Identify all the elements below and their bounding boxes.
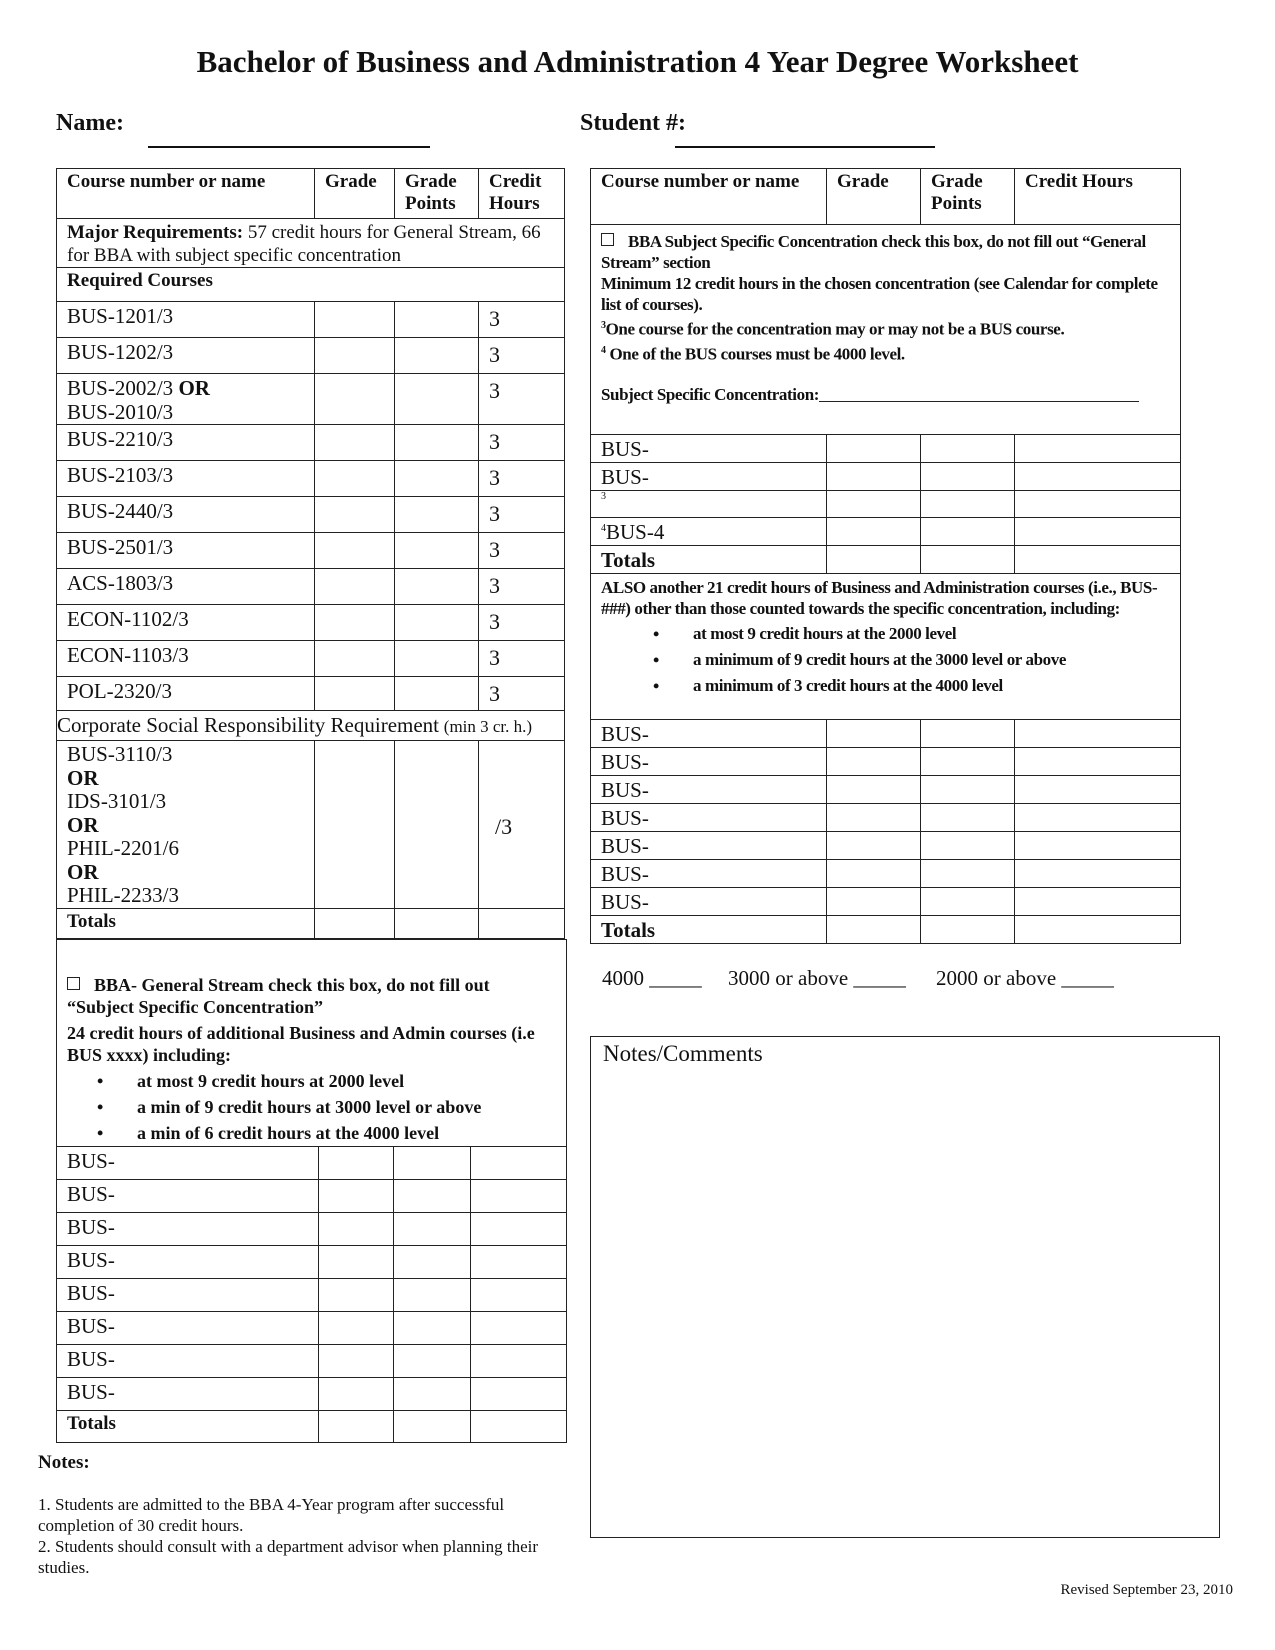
grade-cell[interactable] xyxy=(319,1246,394,1279)
grade-cell[interactable] xyxy=(319,1147,394,1180)
table-row xyxy=(591,518,1181,546)
table-row xyxy=(57,338,565,374)
course-name: BUS-2002/3 OR BUS-2010/3 xyxy=(57,374,315,425)
course-name: BUS- xyxy=(57,1180,319,1213)
grade-points-cell[interactable] xyxy=(921,888,1015,916)
table-row xyxy=(57,425,565,461)
grade-cell[interactable] xyxy=(827,804,921,832)
grade-points-cell[interactable] xyxy=(921,776,1015,804)
course-name: POL-2320/3 xyxy=(57,677,315,711)
required-courses-heading: Required Courses xyxy=(57,268,565,302)
table-row xyxy=(57,605,565,641)
concentration-name-field[interactable] xyxy=(819,401,1139,402)
credit-cell[interactable] xyxy=(471,1345,567,1378)
table-row xyxy=(57,1279,567,1312)
grade-points-cell[interactable] xyxy=(394,1378,471,1411)
grade-cell[interactable] xyxy=(315,461,395,497)
credit-cell[interactable] xyxy=(1015,860,1181,888)
credit-cell: 3 xyxy=(479,425,565,461)
table-row xyxy=(57,1246,567,1279)
credit-cell: /3 xyxy=(479,741,565,909)
grade-points-cell[interactable] xyxy=(395,338,479,374)
grade-points-cell[interactable] xyxy=(395,533,479,569)
credit-cell[interactable] xyxy=(1015,804,1181,832)
grade-points-cell[interactable] xyxy=(394,1345,471,1378)
totals-label: Totals xyxy=(591,916,827,944)
grade-cell[interactable] xyxy=(315,374,395,425)
credit-cell: 3 xyxy=(479,641,565,677)
credit-cell[interactable] xyxy=(471,1411,567,1443)
general-stream-bullets: • at most 9 credit hours at 2000 level • a min of 9 credit hours at 3000 level or above • a min of 6 credit hours at the 4000 level xyxy=(67,1068,560,1146)
notes-comments-label: Notes/Comments xyxy=(603,1041,763,1066)
course-name: BUS- xyxy=(57,1345,319,1378)
grade-points-cell[interactable] xyxy=(395,461,479,497)
credit-cell: 3 xyxy=(479,461,565,497)
col-credit-hours: Credit Hours xyxy=(479,169,565,219)
grade-points-cell[interactable] xyxy=(921,546,1015,574)
credit-cell[interactable] xyxy=(1015,463,1181,491)
credit-cell: 3 xyxy=(479,533,565,569)
grade-points-cell[interactable] xyxy=(395,425,479,461)
grade-cell[interactable] xyxy=(315,677,395,711)
course-name: BUS-2103/3 xyxy=(57,461,315,497)
course-name: BUS-1202/3 xyxy=(57,338,315,374)
grade-cell[interactable] xyxy=(827,518,921,546)
page-title: Bachelor of Business and Administration 4 Year Degree Worksheet xyxy=(196,44,1079,79)
credit-cell: 3 xyxy=(479,374,565,425)
grade-points-cell[interactable] xyxy=(394,1147,471,1180)
table-row xyxy=(591,832,1181,860)
course-name: BUS- xyxy=(591,804,827,832)
general-stream-checkbox[interactable] xyxy=(67,977,80,990)
table-row xyxy=(57,374,565,425)
credit-cell[interactable] xyxy=(471,1147,567,1180)
credit-cell: 3 xyxy=(479,677,565,711)
course-name: BUS- xyxy=(591,720,827,748)
grade-cell[interactable] xyxy=(319,1345,394,1378)
course-name: BUS- xyxy=(57,1147,319,1180)
grade-points-cell[interactable] xyxy=(395,677,479,711)
table-row xyxy=(57,677,565,711)
table-row xyxy=(57,533,565,569)
level-3000-tally[interactable]: 3000 or above _____ xyxy=(728,966,906,990)
grade-points-cell[interactable] xyxy=(394,1411,471,1443)
grade-points-cell[interactable] xyxy=(921,463,1015,491)
grade-cell[interactable] xyxy=(319,1279,394,1312)
table-row xyxy=(57,1312,567,1345)
course-name: BUS- xyxy=(57,1279,319,1312)
table-row xyxy=(57,641,565,677)
course-name: BUS- xyxy=(57,1213,319,1246)
grade-cell[interactable] xyxy=(827,463,921,491)
totals-label: Totals xyxy=(57,909,315,939)
grade-cell[interactable] xyxy=(827,776,921,804)
grade-points-cell[interactable] xyxy=(921,748,1015,776)
grade-points-cell[interactable] xyxy=(395,569,479,605)
general-stream-info: BBA- General Stream check this box, do not fill out “Subject Specific Concentration” 24 credit hours of additional Business and Admin courses (i.e BUS xxxx) including: • at most 9 credit hours at 2000 level • a min of 9 credit hours at 3000 level or above • a min of 6 credit hours at the 4000 level xyxy=(57,940,567,1147)
course-name: $^4$BUS-4 xyxy=(591,518,827,546)
grade-cell[interactable] xyxy=(827,435,921,463)
table-row xyxy=(591,748,1181,776)
grade-cell[interactable] xyxy=(315,425,395,461)
credit-cell[interactable] xyxy=(1015,748,1181,776)
grade-points-cell[interactable] xyxy=(395,741,479,909)
credit-cell[interactable] xyxy=(1015,916,1181,944)
grade-points-cell[interactable] xyxy=(921,860,1015,888)
col-grade-points: Grade Points xyxy=(395,169,479,219)
grade-points-cell[interactable] xyxy=(921,518,1015,546)
course-name: BUS- xyxy=(591,435,827,463)
revised-date: Revised September 23, 2010 xyxy=(1060,1582,1233,1598)
also-info: ALSO another 21 credit hours of Business and Administration courses (i.e., BUS-###) other than those counted towards the specific concentration, including: • at most 9 credit hours at the 2000 level • a minimum of 9 credit hours at the 3000 level or above • a minimum of 3 credit hours at the 4000 level xyxy=(591,574,1181,720)
credit-cell[interactable] xyxy=(471,1279,567,1312)
student-number-field[interactable] xyxy=(675,146,935,148)
table-row xyxy=(57,1213,567,1246)
note-item: 2. Students should consult with a department advisor when planning their studies. xyxy=(38,1537,539,1577)
table-row xyxy=(57,741,565,909)
credit-cell: 3 xyxy=(479,605,565,641)
grade-points-cell[interactable] xyxy=(394,1246,471,1279)
grade-points-cell[interactable] xyxy=(395,374,479,425)
course-name: BUS- xyxy=(57,1312,319,1345)
name-field[interactable] xyxy=(148,146,430,148)
grade-cell[interactable] xyxy=(319,1213,394,1246)
course-name: BUS- xyxy=(591,463,827,491)
credit-cell[interactable] xyxy=(471,1180,567,1213)
table-row xyxy=(57,1180,567,1213)
course-name: BUS- xyxy=(591,832,827,860)
table-row xyxy=(57,1378,567,1411)
grade-cell[interactable] xyxy=(315,641,395,677)
name-label: Name: xyxy=(56,110,124,136)
required-courses-table xyxy=(56,168,565,939)
credit-cell: 3 xyxy=(479,497,565,533)
credit-cell[interactable] xyxy=(1015,720,1181,748)
col-grade-points: Grade Points xyxy=(921,169,1015,225)
table-row xyxy=(591,888,1181,916)
notes-list xyxy=(38,1494,558,1578)
col-grade: Grade xyxy=(827,169,921,225)
table-row xyxy=(57,1147,567,1180)
major-requirements: Major Requirements: 57 credit hours for General Stream, 66 for BBA with subject specific concentration xyxy=(57,219,565,268)
level-4000-tally[interactable]: 4000 _____ xyxy=(602,966,702,990)
grade-cell[interactable] xyxy=(315,909,395,939)
also-bullets: • at most 9 credit hours at the 2000 level • a minimum of 9 credit hours at the 3000 level or above • a minimum of 3 credit hours at the 4000 level xyxy=(601,621,1174,699)
grade-cell[interactable] xyxy=(319,1411,394,1443)
table-row xyxy=(57,302,565,338)
course-name: ACS-1803/3 xyxy=(57,569,315,605)
grade-cell[interactable] xyxy=(827,748,921,776)
table-row xyxy=(591,804,1181,832)
credit-cell[interactable] xyxy=(471,1312,567,1345)
credit-cell[interactable] xyxy=(1015,832,1181,860)
course-name: BUS-2440/3 xyxy=(57,497,315,533)
grade-cell[interactable] xyxy=(315,741,395,909)
col-grade: Grade xyxy=(315,169,395,219)
grade-points-cell[interactable] xyxy=(394,1279,471,1312)
course-name: BUS-2210/3 xyxy=(57,425,315,461)
table-row xyxy=(591,463,1181,491)
grade-points-cell[interactable] xyxy=(921,804,1015,832)
table-row xyxy=(591,435,1181,463)
credit-cell[interactable] xyxy=(479,909,565,939)
table-row xyxy=(57,1345,567,1378)
notes-label: Notes: xyxy=(38,1452,90,1473)
grade-points-cell[interactable] xyxy=(921,832,1015,860)
grade-cell[interactable] xyxy=(319,1378,394,1411)
col-course: Course number or name xyxy=(57,169,315,219)
csr-heading: Corporate Social Responsibility Requirement (min 3 cr. h.) xyxy=(57,711,565,741)
credit-cell[interactable] xyxy=(1015,518,1181,546)
grade-cell[interactable] xyxy=(315,605,395,641)
course-name: BUS- xyxy=(57,1246,319,1279)
course-name: BUS-2501/3 xyxy=(57,533,315,569)
notes-comments-box[interactable] xyxy=(590,1036,1220,1538)
note-item: 1. Students are admitted to the BBA 4-Year program after successful completion of 30 credit hours. xyxy=(38,1495,505,1535)
credit-cell[interactable] xyxy=(471,1378,567,1411)
grade-points-cell[interactable] xyxy=(921,720,1015,748)
grade-cell[interactable] xyxy=(315,533,395,569)
totals-label: Totals xyxy=(57,1411,319,1443)
level-2000-tally[interactable]: 2000 or above _____ xyxy=(936,966,1114,990)
course-name: ECON-1103/3 xyxy=(57,641,315,677)
concentration-info: BBA Subject Specific Concentration check this box, do not fill out “General Stream” section Minimum 12 credit hours in the chosen concentration (see Calendar for complete list of courses). $^3$One course for the concentration may or may not be a BUS course. $^4$ One of the BUS courses must be 4000 level. Subject Specific Concentration: xyxy=(591,225,1181,435)
course-name: BUS- xyxy=(591,860,827,888)
credit-cell[interactable] xyxy=(1015,776,1181,804)
grade-points-cell[interactable] xyxy=(394,1213,471,1246)
grade-points-cell[interactable] xyxy=(395,909,479,939)
grade-points-cell[interactable] xyxy=(395,302,479,338)
course-name: BUS- xyxy=(591,748,827,776)
grade-cell[interactable] xyxy=(827,720,921,748)
table-row xyxy=(591,776,1181,804)
credit-cell: 3 xyxy=(479,338,565,374)
course-name: 3 xyxy=(591,491,827,518)
grade-cell[interactable] xyxy=(315,302,395,338)
concentration-checkbox[interactable] xyxy=(601,233,614,246)
concentration-table xyxy=(590,168,1181,944)
table-row xyxy=(57,461,565,497)
grade-cell[interactable] xyxy=(827,888,921,916)
grade-cell[interactable] xyxy=(315,497,395,533)
course-name: BUS- xyxy=(591,776,827,804)
student-number-label: Student #: xyxy=(580,110,687,136)
course-name: ECON-1102/3 xyxy=(57,605,315,641)
course-name: BUS- xyxy=(57,1378,319,1411)
course-name: BUS- xyxy=(591,888,827,916)
col-credit-hours: Credit Hours xyxy=(1015,169,1181,225)
grade-cell[interactable] xyxy=(315,569,395,605)
table-row xyxy=(591,860,1181,888)
grade-cell[interactable] xyxy=(827,916,921,944)
credit-cell[interactable] xyxy=(1015,435,1181,463)
table-row xyxy=(57,497,565,533)
grade-cell[interactable] xyxy=(315,338,395,374)
grade-points-cell[interactable] xyxy=(921,491,1015,518)
grade-points-cell[interactable] xyxy=(395,605,479,641)
grade-cell[interactable] xyxy=(319,1312,394,1345)
credit-cell[interactable] xyxy=(471,1246,567,1279)
credit-cell[interactable] xyxy=(1015,888,1181,916)
table-row xyxy=(591,491,1181,518)
csr-options: BUS-3110/3 OR IDS-3101/3 OR PHIL-2201/6 OR PHIL-2233/3 xyxy=(57,741,315,909)
grade-cell[interactable] xyxy=(827,832,921,860)
grade-points-cell[interactable] xyxy=(395,641,479,677)
grade-points-cell[interactable] xyxy=(921,435,1015,463)
credit-cell[interactable] xyxy=(471,1213,567,1246)
grade-cell[interactable] xyxy=(319,1180,394,1213)
grade-cell[interactable] xyxy=(827,491,921,518)
grade-cell[interactable] xyxy=(827,546,921,574)
totals-label: Totals xyxy=(591,546,827,574)
table-row xyxy=(57,569,565,605)
general-stream-table xyxy=(56,939,567,1443)
credit-cell[interactable] xyxy=(1015,546,1181,574)
credit-cell[interactable] xyxy=(1015,491,1181,518)
credit-cell: 3 xyxy=(479,302,565,338)
table-row xyxy=(591,720,1181,748)
grade-points-cell[interactable] xyxy=(395,497,479,533)
grade-points-cell[interactable] xyxy=(394,1180,471,1213)
grade-points-cell[interactable] xyxy=(921,916,1015,944)
credit-cell: 3 xyxy=(479,569,565,605)
grade-cell[interactable] xyxy=(827,860,921,888)
grade-points-cell[interactable] xyxy=(394,1312,471,1345)
col-course: Course number or name xyxy=(591,169,827,225)
course-name: BUS-1201/3 xyxy=(57,302,315,338)
